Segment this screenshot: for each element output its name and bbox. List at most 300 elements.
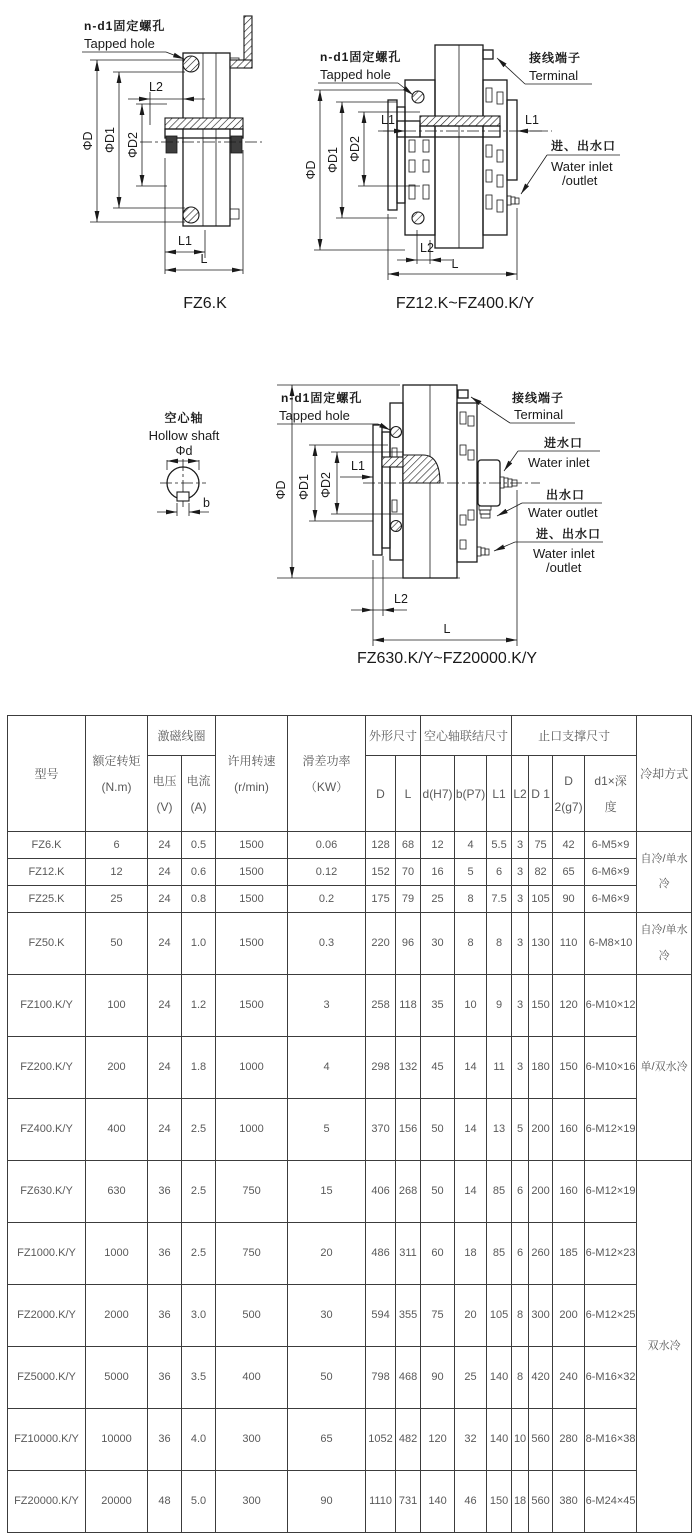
spec-row (8, 832, 692, 859)
value-cell: 200 (553, 1285, 585, 1347)
technical-drawings (0, 0, 697, 695)
value-cell: 750 (216, 1223, 288, 1285)
value-cell: 468 (396, 1347, 421, 1409)
value-cell: 6-M12×19 (585, 1099, 637, 1161)
value-cell: 42 (553, 832, 585, 859)
water-io-label-en1: Water inlet (533, 546, 595, 561)
value-cell: 1110 (366, 1471, 396, 1533)
value-cell: 268 (396, 1161, 421, 1223)
value-cell: 132 (396, 1037, 421, 1099)
value-cell: 175 (366, 886, 396, 913)
terminal-block (458, 390, 468, 398)
value-cell: 75 (421, 1285, 455, 1347)
value-cell: 36 (148, 1161, 182, 1223)
value-cell: 13 (487, 1099, 512, 1161)
tapped-hole-top (183, 56, 199, 72)
value-cell: 105 (529, 886, 553, 913)
value-cell: 68 (396, 832, 421, 859)
value-cell: 731 (396, 1471, 421, 1533)
value-cell: 18 (512, 1471, 529, 1533)
value-cell: 1000 (86, 1223, 148, 1285)
col-header-speed: 许用转速 (r/min) (216, 716, 288, 832)
value-cell: 486 (366, 1223, 396, 1285)
spec-row (8, 1409, 692, 1471)
value-cell: 6-M12×23 (585, 1223, 637, 1285)
value-cell: 18 (455, 1223, 487, 1285)
model-cell: FZ630.K/Y (8, 1161, 86, 1223)
dim-label-b: b (203, 496, 210, 510)
value-cell: 10 (512, 1409, 529, 1471)
value-cell: 1500 (216, 832, 288, 859)
value-cell: 152 (366, 859, 396, 886)
value-cell: 200 (529, 1161, 553, 1223)
spec-row (8, 913, 692, 975)
value-cell: 150 (487, 1471, 512, 1533)
value-cell: 10000 (86, 1409, 148, 1471)
water-inlet-label-cn: 进水口 (544, 436, 584, 450)
value-cell: 258 (366, 975, 396, 1037)
value-cell: 24 (148, 859, 182, 886)
value-cell: 560 (529, 1409, 553, 1471)
value-cell: 5.0 (182, 1471, 216, 1533)
value-cell: 82 (529, 859, 553, 886)
value-cell: 50 (86, 913, 148, 975)
value-cell: 8 (455, 913, 487, 975)
value-cell: 25 (421, 886, 455, 913)
col-header-cooling: 冷却方式 (637, 716, 692, 832)
value-cell: 300 (529, 1285, 553, 1347)
value-cell: 8-M16×38 (585, 1409, 637, 1471)
water-outlet-label-en: Water outlet (528, 505, 598, 520)
value-cell: 185 (553, 1223, 585, 1285)
value-cell: 30 (288, 1285, 366, 1347)
value-cell: 5 (288, 1099, 366, 1161)
dim-label-phi-d: ΦD (304, 160, 318, 180)
value-cell: 0.12 (288, 859, 366, 886)
tapped-hole-label-cn: n-d1固定螺孔 (84, 19, 166, 33)
value-cell: 10 (455, 975, 487, 1037)
tapped-hole-label-en: Tapped hole (320, 67, 391, 82)
hollow-shaft-detail (149, 410, 220, 516)
value-cell: 6-M16×32 (585, 1347, 637, 1409)
value-cell: 6-M6×9 (585, 859, 637, 886)
dim-label-phi-d1: ΦD1 (297, 474, 311, 500)
value-cell: 36 (148, 1347, 182, 1409)
value-cell: 75 (529, 832, 553, 859)
col-header-D1: D 1 (529, 756, 553, 832)
value-cell: 96 (396, 913, 421, 975)
model-cell: FZ200.K/Y (8, 1037, 86, 1099)
value-cell: 2000 (86, 1285, 148, 1347)
value-cell: 12 (421, 832, 455, 859)
value-cell: 140 (487, 1409, 512, 1471)
spec-row (8, 1037, 692, 1099)
value-cell: 118 (396, 975, 421, 1037)
value-cell: 2.5 (182, 1161, 216, 1223)
value-cell: 3 (512, 975, 529, 1037)
keyway (177, 492, 189, 501)
water-io-label-en2: /outlet (546, 560, 582, 575)
value-cell: 16 (421, 859, 455, 886)
value-cell: 11 (487, 1037, 512, 1099)
value-cell: 220 (366, 913, 396, 975)
model-cell: FZ1000.K/Y (8, 1223, 86, 1285)
caption-fz6: FZ6.K (183, 295, 227, 312)
value-cell: 3 (512, 832, 529, 859)
dim-label-l1: L1 (351, 459, 365, 473)
dim-label-phi-d1: ΦD1 (326, 147, 340, 173)
value-cell: 0.3 (288, 913, 366, 975)
dim-label-phi-d1: ΦD1 (103, 127, 117, 153)
value-cell: 4.0 (182, 1409, 216, 1471)
value-cell: 6 (487, 859, 512, 886)
terminal-label-cn: 接线端子 (512, 391, 565, 405)
value-cell: 0.06 (288, 832, 366, 859)
col-header-d1-depth: d1×深 度 (585, 756, 637, 832)
value-cell: 311 (396, 1223, 421, 1285)
hollow-shaft-label-en: Hollow shaft (148, 428, 220, 443)
value-cell: 150 (529, 975, 553, 1037)
value-cell: 1500 (216, 886, 288, 913)
value-cell: 280 (553, 1409, 585, 1471)
value-cell: 4 (288, 1037, 366, 1099)
diagram-fz630-fz20000 (274, 385, 603, 667)
value-cell: 5000 (86, 1347, 148, 1409)
col-group-spigot: 止口支撑尺寸 (512, 716, 637, 756)
value-cell: 6-M6×9 (585, 886, 637, 913)
value-cell: 6 (86, 832, 148, 859)
spec-row (8, 975, 692, 1037)
spec-row (8, 1161, 692, 1223)
value-cell: 6-M5×9 (585, 832, 637, 859)
value-cell: 0.2 (288, 886, 366, 913)
terminal-block (483, 50, 493, 59)
value-cell: 180 (529, 1037, 553, 1099)
col-header-model: 型号 (8, 716, 86, 832)
dim-label-l1-right: L1 (525, 113, 539, 127)
col-header-D: D (366, 756, 396, 832)
col-header-voltage: 电压 (V) (148, 756, 182, 832)
value-cell: 300 (216, 1471, 288, 1533)
col-header-bP7: b(P7) (455, 756, 487, 832)
dim-label-phi-d: ΦD (274, 480, 288, 500)
value-cell: 5 (455, 859, 487, 886)
value-cell: 50 (288, 1347, 366, 1409)
value-cell: 594 (366, 1285, 396, 1347)
water-outlet-label-cn: 出水口 (546, 488, 586, 502)
value-cell: 30 (421, 913, 455, 975)
value-cell: 160 (553, 1099, 585, 1161)
value-cell: 1.0 (182, 913, 216, 975)
value-cell: 20 (455, 1285, 487, 1347)
water-io-label-en1: Water inlet (551, 159, 613, 174)
value-cell: 60 (421, 1223, 455, 1285)
value-cell: 25 (455, 1347, 487, 1409)
value-cell: 90 (421, 1347, 455, 1409)
value-cell: 300 (216, 1409, 288, 1471)
value-cell: 85 (487, 1223, 512, 1285)
col-header-slip-power: 滑差功率 （KW） (288, 716, 366, 832)
cooling-cell: 自冷/单水冷 (637, 832, 692, 913)
dim-label-l2: L2 (420, 241, 434, 255)
tapped-hole-label-cn: n-d1固定螺孔 (281, 391, 363, 405)
value-cell: 120 (553, 975, 585, 1037)
value-cell: 1000 (216, 1037, 288, 1099)
value-cell: 4 (455, 832, 487, 859)
dim-label-l2: L2 (149, 80, 163, 94)
col-header-L1: L1 (487, 756, 512, 832)
value-cell: 150 (553, 1037, 585, 1099)
spec-row (8, 1223, 692, 1285)
callout-water-inlet-outlet (521, 138, 620, 194)
value-cell: 3 (288, 975, 366, 1037)
value-cell: 50 (421, 1161, 455, 1223)
value-cell: 3 (512, 859, 529, 886)
value-cell: 8 (455, 886, 487, 913)
model-cell: FZ50.K (8, 913, 86, 975)
value-cell: 260 (529, 1223, 553, 1285)
value-cell: 14 (455, 1161, 487, 1223)
value-cell: 24 (148, 913, 182, 975)
model-cell: FZ5000.K/Y (8, 1347, 86, 1409)
terminal-label-cn: 接线端子 (529, 51, 582, 65)
tapped-hole (412, 91, 424, 103)
tapped-hole-label-en: Tapped hole (84, 36, 155, 51)
value-cell: 0.6 (182, 859, 216, 886)
value-cell: 5 (512, 1099, 529, 1161)
caption-fz12-fz400: FZ12.K~FZ400.K/Y (395, 295, 535, 312)
model-cell: FZ6.K (8, 832, 86, 859)
spec-row (8, 1099, 692, 1161)
callout-tapped-hole (277, 390, 390, 430)
value-cell: 24 (148, 832, 182, 859)
spec-row (8, 1471, 692, 1533)
dim-label-phi-d2: ΦD2 (348, 136, 362, 162)
value-cell: 3.5 (182, 1347, 216, 1409)
value-cell: 355 (396, 1285, 421, 1347)
value-cell: 65 (553, 859, 585, 886)
value-cell: 0.8 (182, 886, 216, 913)
spec-table (7, 715, 692, 1533)
value-cell: 6 (512, 1223, 529, 1285)
value-cell: 24 (148, 975, 182, 1037)
value-cell: 24 (148, 886, 182, 913)
value-cell: 200 (86, 1037, 148, 1099)
col-group-outline: 外形尺寸 (366, 716, 421, 756)
value-cell: 500 (216, 1285, 288, 1347)
diagram-fz6 (81, 16, 262, 312)
spec-row (8, 886, 692, 913)
value-cell: 1.8 (182, 1037, 216, 1099)
water-inlet-label-en: Water inlet (528, 455, 590, 470)
spec-row (8, 1285, 692, 1347)
dim-label-l: L (451, 257, 459, 271)
col-group-hollow-shaft: 空心轴联结尺寸 (421, 716, 512, 756)
value-cell: 7.5 (487, 886, 512, 913)
dim-label-phi-d2: ΦD2 (319, 472, 333, 498)
value-cell: 48 (148, 1471, 182, 1533)
tapped-hole (391, 427, 402, 438)
value-cell: 560 (529, 1471, 553, 1533)
value-cell: 12 (86, 859, 148, 886)
value-cell: 400 (216, 1347, 288, 1409)
value-cell: 70 (396, 859, 421, 886)
value-cell: 65 (288, 1409, 366, 1471)
value-cell: 370 (366, 1099, 396, 1161)
cooling-cell: 自冷/单水冷 (637, 913, 692, 975)
caption-fz630-fz20000: FZ630.K/Y~FZ20000.K/Y (356, 650, 538, 667)
value-cell: 36 (148, 1223, 182, 1285)
value-cell: 160 (553, 1161, 585, 1223)
value-cell: 8 (512, 1285, 529, 1347)
value-cell: 90 (553, 886, 585, 913)
value-cell: 0.5 (182, 832, 216, 859)
value-cell: 140 (487, 1347, 512, 1409)
value-cell: 90 (288, 1471, 366, 1533)
dim-label-l1: L1 (178, 234, 192, 248)
dim-label-l1-left: L1 (381, 113, 395, 127)
model-cell: FZ100.K/Y (8, 975, 86, 1037)
value-cell: 46 (455, 1471, 487, 1533)
value-cell: 750 (216, 1161, 288, 1223)
spec-row (8, 1347, 692, 1409)
value-cell: 200 (529, 1099, 553, 1161)
col-header-L: L (396, 756, 421, 832)
value-cell: 1000 (216, 1099, 288, 1161)
water-io-label-cn: 进、出水口 (536, 527, 602, 541)
water-io-label-cn: 进、出水口 (551, 139, 617, 153)
value-cell: 400 (86, 1099, 148, 1161)
value-cell: 8 (487, 913, 512, 975)
value-cell: 32 (455, 1409, 487, 1471)
value-cell: 1052 (366, 1409, 396, 1471)
value-cell: 1.2 (182, 975, 216, 1037)
dim-label-phi-d-small: Φd (175, 444, 193, 458)
value-cell: 79 (396, 886, 421, 913)
col-header-dH7: d(H7) (421, 756, 455, 832)
dim-label-phi-d: ΦD (81, 131, 95, 151)
dim-label-phi-d2: ΦD2 (126, 132, 140, 158)
hollow-shaft-label-cn: 空心轴 (164, 411, 204, 425)
model-cell: FZ2000.K/Y (8, 1285, 86, 1347)
value-cell: 85 (487, 1161, 512, 1223)
col-header-torque: 额定转矩 (N.m) (86, 716, 148, 832)
value-cell: 50 (421, 1099, 455, 1161)
value-cell: 798 (366, 1347, 396, 1409)
value-cell: 630 (86, 1161, 148, 1223)
value-cell: 35 (421, 975, 455, 1037)
water-nozzle (507, 196, 519, 205)
col-group-coil: 激磁线圈 (148, 716, 216, 756)
terminal-label-en: Terminal (529, 68, 579, 83)
value-cell: 406 (366, 1161, 396, 1223)
col-header-current: 电流 (A) (182, 756, 216, 832)
callout-tapped-hole (318, 49, 413, 95)
value-cell: 110 (553, 913, 585, 975)
value-cell: 14 (455, 1099, 487, 1161)
flange-hatch (165, 118, 243, 129)
tapped-hole-bottom (183, 207, 199, 223)
value-cell: 1500 (216, 975, 288, 1037)
model-cell: FZ12.K (8, 859, 86, 886)
value-cell: 1500 (216, 913, 288, 975)
dim-label-l2: L2 (394, 592, 408, 606)
value-cell: 1500 (216, 859, 288, 886)
value-cell: 36 (148, 1409, 182, 1471)
value-cell: 3 (512, 913, 529, 975)
value-cell: 482 (396, 1409, 421, 1471)
value-cell: 140 (421, 1471, 455, 1533)
value-cell: 25 (86, 886, 148, 913)
value-cell: 6-M12×19 (585, 1161, 637, 1223)
spec-table-body (8, 832, 692, 1533)
callout-terminal (497, 50, 592, 84)
drawings-svg (0, 0, 697, 695)
value-cell: 298 (366, 1037, 396, 1099)
cooling-cell: 双水冷 (637, 1161, 692, 1533)
value-cell: 420 (529, 1347, 553, 1409)
model-cell: FZ400.K/Y (8, 1099, 86, 1161)
value-cell: 6-M12×25 (585, 1285, 637, 1347)
model-cell: FZ10000.K/Y (8, 1409, 86, 1471)
value-cell: 100 (86, 975, 148, 1037)
model-cell: FZ20000.K/Y (8, 1471, 86, 1533)
value-cell: 3 (512, 1037, 529, 1099)
shaft-fillet (403, 455, 440, 483)
cooling-cell: 单/双水冷 (637, 975, 692, 1161)
dim-label-l: L (200, 252, 208, 266)
value-cell: 9 (487, 975, 512, 1037)
value-cell: 2.5 (182, 1223, 216, 1285)
value-cell: 8 (512, 1347, 529, 1409)
tapped-hole-label-cn: n-d1固定螺孔 (320, 50, 402, 64)
spec-row (8, 859, 692, 886)
value-cell: 130 (529, 913, 553, 975)
dim-label-l: L (443, 622, 451, 636)
value-cell: 2.5 (182, 1099, 216, 1161)
callout-water-inlet (504, 435, 600, 471)
value-cell: 14 (455, 1037, 487, 1099)
tapped-hole-label-en: Tapped hole (279, 408, 350, 423)
value-cell: 24 (148, 1037, 182, 1099)
value-cell: 6-M8×10 (585, 913, 637, 975)
value-cell: 128 (366, 832, 396, 859)
value-cell: 6-M10×16 (585, 1037, 637, 1099)
water-io-label-en2: /outlet (562, 173, 598, 188)
callout-water-outlet (497, 487, 602, 520)
value-cell: 20 (288, 1223, 366, 1285)
header-group-row (8, 716, 692, 756)
value-cell: 6-M24×45 (585, 1471, 637, 1533)
value-cell: 5.5 (487, 832, 512, 859)
col-header-L2: L2 (512, 756, 529, 832)
value-cell: 6 (512, 1161, 529, 1223)
value-cell: 105 (487, 1285, 512, 1347)
value-cell: 24 (148, 1099, 182, 1161)
callout-water-inlet-outlet (494, 526, 603, 575)
callout-terminal (471, 390, 575, 423)
value-cell: 240 (553, 1347, 585, 1409)
col-header-D2: D 2(g7) (553, 756, 585, 832)
value-cell: 120 (421, 1409, 455, 1471)
value-cell: 156 (396, 1099, 421, 1161)
callout-tapped-hole (82, 18, 184, 59)
value-cell: 380 (553, 1471, 585, 1533)
value-cell: 3 (512, 886, 529, 913)
value-cell: 15 (288, 1161, 366, 1223)
value-cell: 3.0 (182, 1285, 216, 1347)
terminal-label-en: Terminal (514, 407, 564, 422)
